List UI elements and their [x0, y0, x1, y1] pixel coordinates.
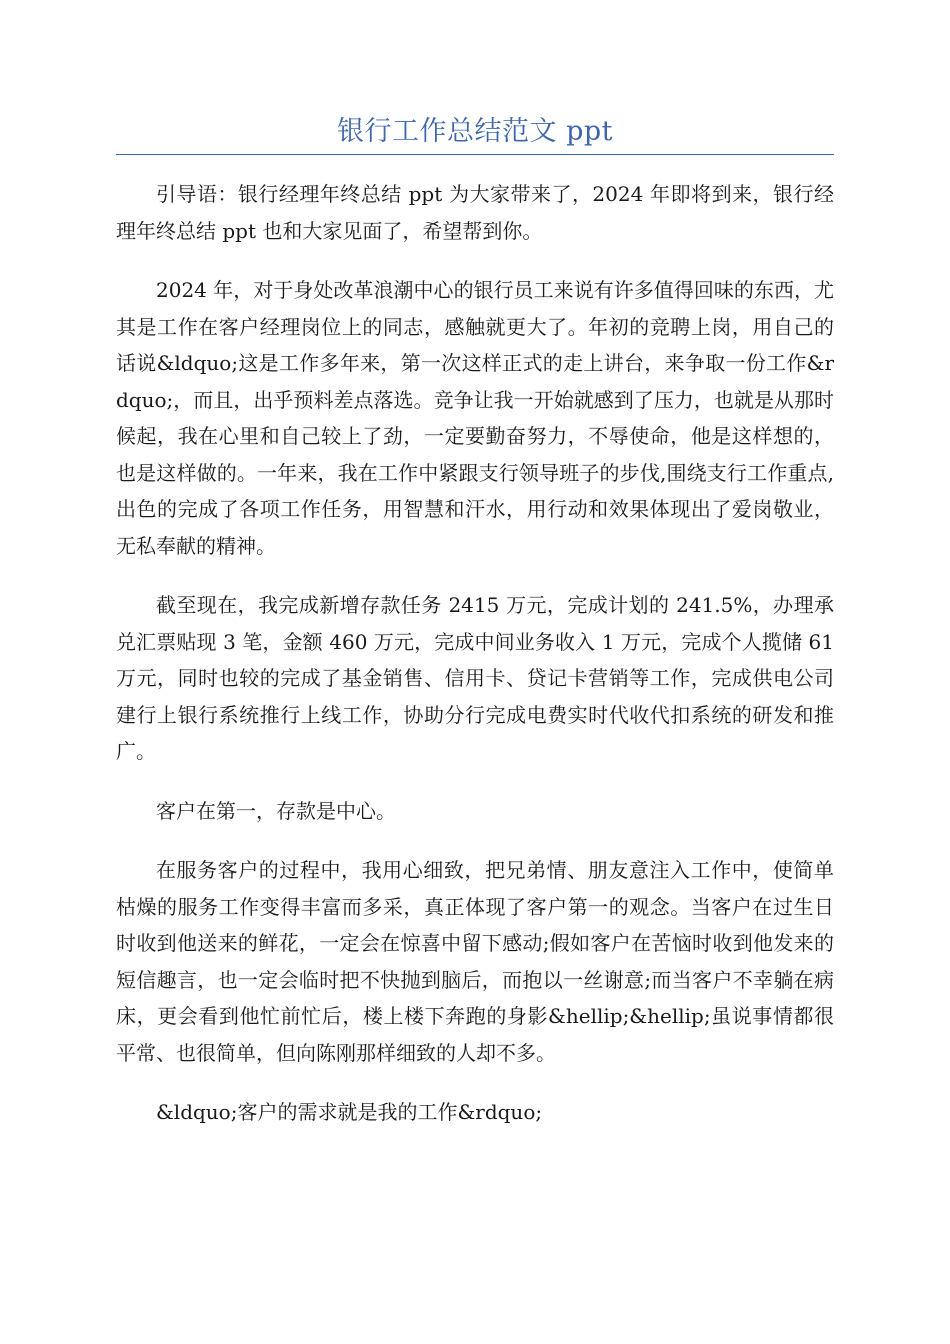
document-body [116, 176, 834, 1154]
paragraph-intro: 引导语：银行经理年终总结 ppt 为大家带来了，2024 年即将到来，银行经理年终总结 ppt 也和大家见面了，希望帮到你。 [116, 182, 834, 243]
paragraph-2024-review: 2024 年，对于身处改革浪潮中心的银行员工来说有许多值得回味的东西，尤其是工作在客户经理岗位上的同志，感触就更大了。年初的竞聘上岗，用自己的话说&ldquo;这是工作多年来，第一次这样正式的走上讲台，来争取一份工作&rdquo;，而且，出乎预料差点落选。竞争让我一开始就感到了压力，也就是从那时候起，我在心里和自己较上了劲，一定要勤奋努力，不辱使命，他是这样想的，也是这样做的。一年来，我在工作中紧跟支行领导班子的步伐,围绕支行工作重点,出色的完成了各项工作任务，用智慧和汗水，用行动和效果体现出了爱岗敬业，无私奉献的精神。 [116, 278, 834, 558]
document-title: 银行工作总结范文 ppt [337, 116, 613, 147]
paragraph-customer-needs: &ldquo;客户的需求就是我的工作&rdquo; [156, 1100, 543, 1124]
title-underline [116, 154, 834, 155]
paragraph-customer-first: 客户在第一，存款是中心。 [156, 798, 396, 823]
paragraph-service: 在服务客户的过程中，我用心细致，把兄弟情、朋友意注入工作中，使简单枯燥的服务工作变得丰富而多采，真正体现了客户第一的观念。当客户在过生日时收到他送来的鲜花，一定会在惊喜中留下感动;假如客户在苦恼时收到他发来的短信趣言，也一定会临时把不快抛到脑后，而抱以一丝谢意;而当客户不幸躺在病床，更会看到他忙前忙后，楼上楼下奔跑的身影&hellip;&hellip;虽说事情都很平常、也很简单，但向陈刚那样细致的人却不多。 [116, 858, 834, 1065]
paragraph-achievements: 截至现在，我完成新增存款任务 2415 万元，完成计划的 241.5%，办理承兑汇票贴现 3 笔，金额 460 万元，完成中间业务收入 1 万元，完成个人揽储 61 万元，同时也较的完成了基金销售、信用卡、贷记卡营销等工作，完成供电公司建行上银行系统推行上线工作，协助分行完成电费实时代收代扣系统的研发和推广。 [116, 593, 834, 763]
